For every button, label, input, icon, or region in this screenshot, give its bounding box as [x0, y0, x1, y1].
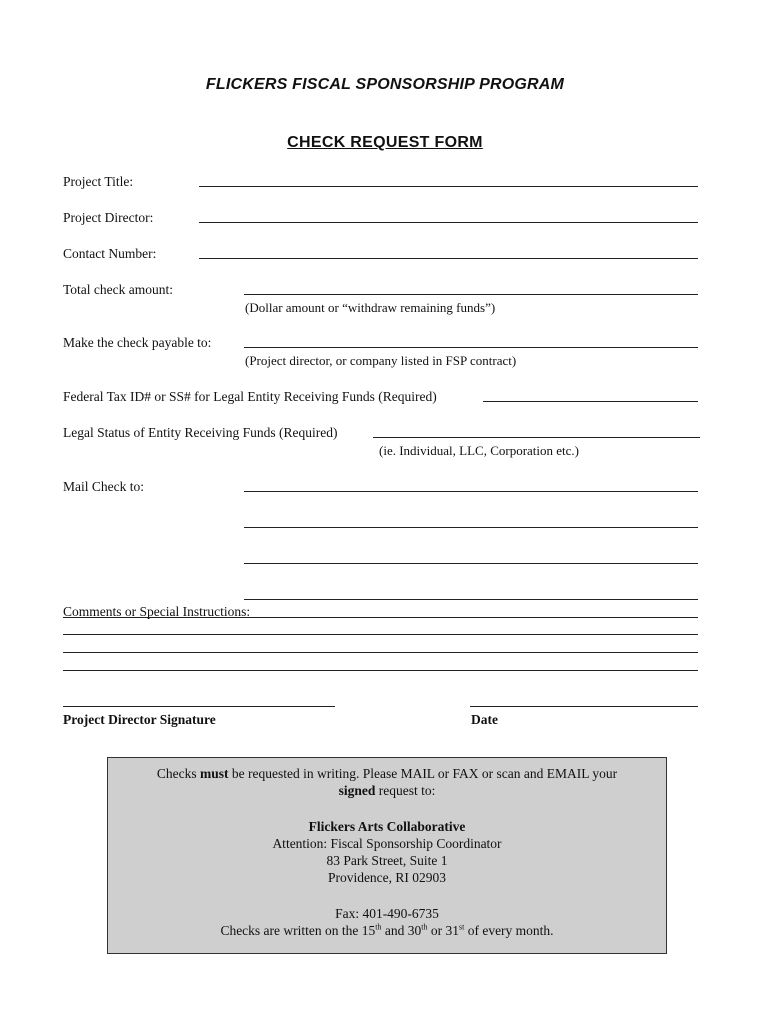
- payable-to-line[interactable]: [244, 347, 698, 348]
- mailing-instructions-box: [107, 757, 667, 954]
- legal-status-label: Legal Status of Entity Receiving Funds (Required): [63, 425, 338, 440]
- legal-status-line[interactable]: [373, 437, 700, 438]
- federal-tax-id-line[interactable]: [483, 401, 698, 402]
- payable-to-label: Make the check payable to:: [63, 335, 212, 350]
- comments-line-1[interactable]: [63, 617, 698, 618]
- contact-number-label: Contact Number:: [63, 246, 157, 261]
- fax-number: Fax: 401-490-6735: [335, 906, 439, 921]
- project-director-label: Project Director:: [63, 210, 154, 225]
- date-label: Date: [471, 712, 498, 727]
- signed-emphasis: signed: [338, 783, 376, 798]
- instructions-line-2: [108, 782, 666, 799]
- date-line[interactable]: [470, 706, 698, 707]
- ordinal-suffix: th: [421, 922, 428, 932]
- schedule-text-d: of every month.: [464, 923, 554, 938]
- form-title: CHECK REQUEST FORM: [287, 134, 483, 151]
- ordinal-suffix: th: [375, 922, 382, 932]
- mail-address-line-3[interactable]: [244, 563, 698, 564]
- comments-line-3[interactable]: [63, 652, 698, 653]
- city-state-zip: Providence, RI 02903: [327, 870, 447, 885]
- org-name: Flickers Arts Collaborative: [308, 819, 466, 834]
- instructions-text: Checks: [156, 766, 200, 781]
- ordinal-suffix: st: [458, 922, 465, 932]
- project-title-line[interactable]: [199, 186, 698, 187]
- signature-line[interactable]: [63, 706, 335, 707]
- mail-address-line-2[interactable]: [244, 527, 698, 528]
- total-check-amount-label: Total check amount:: [63, 282, 174, 297]
- street-address: 83 Park Street, Suite 1: [326, 853, 448, 868]
- total-check-amount-line[interactable]: [244, 294, 698, 295]
- check-schedule: [108, 922, 666, 939]
- mail-check-to-label: Mail Check to:: [63, 479, 144, 494]
- request-to-text: request to:: [375, 783, 436, 798]
- total-check-amount-hint: (Dollar amount or “withdraw remaining funds”): [245, 300, 496, 315]
- schedule-text-b: and 30: [381, 923, 422, 938]
- attention-line: Attention: Fiscal Sponsorship Coordinator: [272, 836, 502, 851]
- federal-tax-id-label: Federal Tax ID# or SS# for Legal Entity Receiving Funds (Required): [63, 389, 437, 404]
- mail-address-line-4[interactable]: [244, 599, 698, 600]
- must-emphasis: must: [199, 766, 229, 781]
- project-director-line[interactable]: [199, 222, 698, 223]
- director-signature-label: Project Director Signature: [63, 712, 216, 727]
- comments-line-4[interactable]: [63, 670, 698, 671]
- contact-number-line[interactable]: [199, 258, 698, 259]
- legal-status-hint: (ie. Individual, LLC, Corporation etc.): [379, 443, 580, 458]
- schedule-text-c: or 31: [427, 923, 459, 938]
- payable-to-hint: (Project director, or company listed in FSP contract): [245, 353, 517, 368]
- schedule-text-a: Checks are written on the 15: [220, 923, 376, 938]
- instructions-text-cont: be requested in writing. Please MAIL or FAX or scan and EMAIL your: [228, 766, 618, 781]
- project-title-label: Project Title:: [63, 174, 134, 189]
- comments-line-2[interactable]: [63, 634, 698, 635]
- instructions-line-1: [108, 765, 666, 782]
- comments-label: Comments or Special Instructions:: [63, 604, 251, 619]
- form-program-title: FLICKERS FISCAL SPONSORSHIP PROGRAM: [205, 76, 565, 93]
- mail-address-line-1[interactable]: [244, 491, 698, 492]
